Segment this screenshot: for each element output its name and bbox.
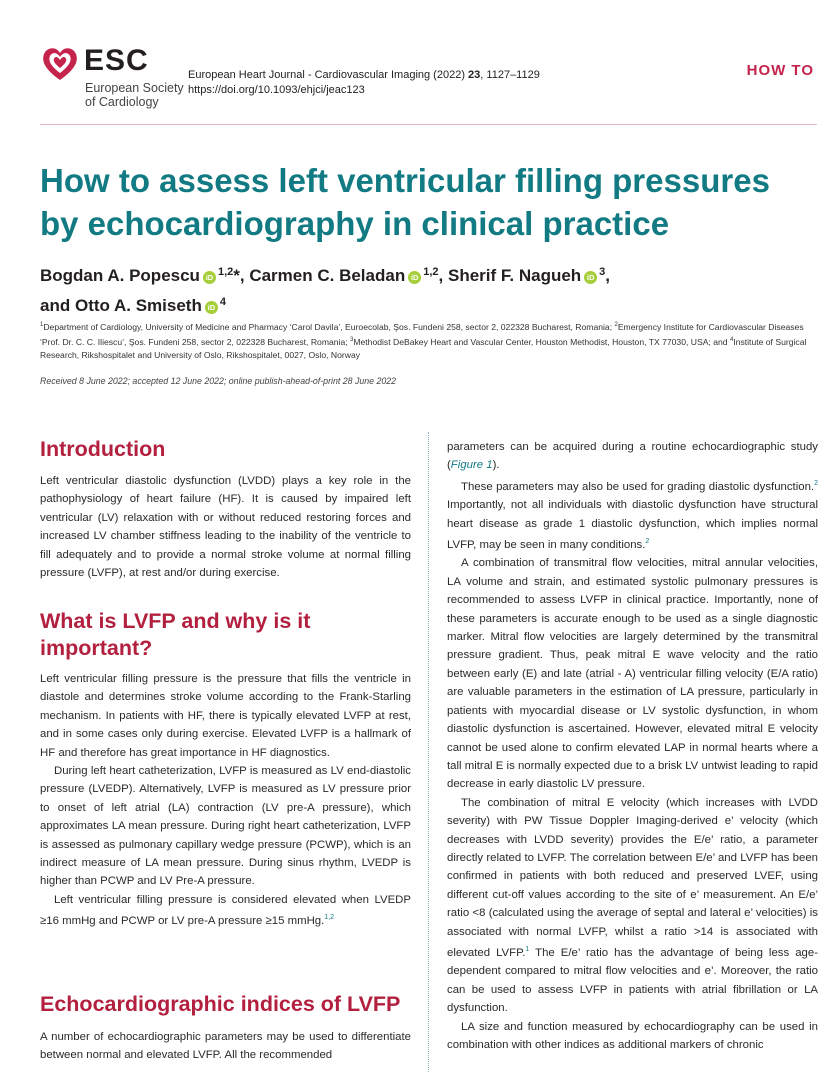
- orcid-icon[interactable]: iD: [584, 271, 597, 284]
- orcid-icon[interactable]: iD: [203, 271, 216, 284]
- header-divider: [40, 124, 817, 125]
- doi-link[interactable]: https://doi.org/10.1093/ehjci/jeac123: [188, 84, 365, 96]
- author-list: Bogdan A. Popescu iD $^{1,2}$*, Carmen C. Beladan iD $^{1,2}$, Sherif F. Nagueh iD $^3$, and Otto A. Smiseth iD $^4$: [40, 266, 611, 315]
- heading-what-is-lvfp: What is LVFP and why is it important?: [40, 609, 311, 660]
- orcid-icon[interactable]: iD: [205, 301, 218, 314]
- heading-echo-indices: Echocardiographic indices of LVFP: [40, 992, 401, 1016]
- figure-1-link[interactable]: Figure 1: [450, 459, 493, 472]
- intro-body: Left ventricular diastolic dysfunction (LVDD) plays a key role in the pathophysiology of heart failure (HF). It is caused by impaired left ventricular (LV) relaxation with or without reduced restoring forces and increased LV chamber stiffness leading to the inability of the ventricle to fill adequately and to provide a normal stroke volume at normal filling pressure (LVFP), at rest and/or during exercise.: [40, 475, 411, 580]
- orcid-icon[interactable]: iD: [408, 271, 421, 284]
- heading-introduction: Introduction: [40, 437, 166, 461]
- article-dates: Received 8 June 2022; accepted 12 June 2022; online publish-ahead-of-print 28 June 2022: [40, 376, 397, 386]
- esc-logo-text: ESC: [84, 44, 149, 77]
- article-title: How to assess left ventricular filling pressures by echocardiography in clinical practice: [40, 162, 770, 242]
- author-name[interactable]: Bogdan A. Popescu: [40, 266, 200, 285]
- lvfp-body: Left ventricular filling pressure is the pressure that fills the ventricle in diastole and determines stroke volume according to the Frank-Starling mechanism. In patients with HF, there is typically elevated LVFP at rest, and in some cases only during exercise. Elevated LVFP is a hallmark of HF and therefore has great importance in HF diagnostics. During left heart catheterization, LVFP is measured as LV end-diastolic pressure (LVEDP). Alternatively, LVFP is measured as LV pressure prior to onset of left atrial (LA) contraction (LV pre-A pressure), which approximates LA mean pressure. During right heart catheterization, LVFP is assessed as pulmonary capillary wedge pressure (PCWP), which is an indirect measure of LA mean pressure. During sinus rhythm, LVEDP is higher than PCWP and LV Pre-A pressure. Left ventricular filling pressure is considered elevated when LVEDP ≥16 mmHg and PCWP or LV pre-A pressure ≥15 mmHg.$^{1,2}$: [40, 673, 411, 928]
- column-divider: [428, 432, 429, 1072]
- esc-heart-logo-icon: [40, 44, 80, 84]
- author-name[interactable]: Carmen C. Beladan: [249, 266, 406, 285]
- echo-body: A number of echocardiographic parameters may be used to differentiate between normal and elevated LVFP. All the recommended: [40, 1031, 411, 1062]
- author-name[interactable]: Otto A. Smiseth: [74, 296, 202, 315]
- section-tag: HOW TO: [746, 62, 814, 79]
- society-name: European Society of Cardiology: [85, 81, 184, 109]
- author-name[interactable]: Sherif F. Nagueh: [447, 266, 582, 285]
- journal-citation: European Heart Journal - Cardiovascular Imaging (2022) 23, 1127–1129 https://doi.org/10.1093/ehjci/jeac123: [188, 69, 540, 96]
- affiliations: $^1$Department of Cardiology, University of Medicine and Pharmacy ‘Carol Davila’, Euroecolab, Şos. Fundeni 258, sector 2, 022328 Bucharest, Romania; $^2$Emergency Institute for Cardiovascular Diseases ‘Prof. Dr. C. C. Iliescu’, Şos. Fundeni 258, sector 2, 022328 Bucharest, Romania; $^3$Methodist DeBakey Heart and Vascular Center, Houston Methodist, Houston, TX 77030, USA; and $^4$Institute of Surgical Research, Rikshospitalet and University of Oslo, Rikshospitalet, 0027, Oslo, Norway: [40, 321, 807, 360]
- right-column-body: parameters can be acquired during a routine echocardiographic study (Figure 1). These parameters may also be used for grading diastolic dysfunction.$^2$ Importantly, not all individuals with diastolic dysfunction have structural heart disease as grade 1 diastolic dysfunction, which implies normal LVFP, may be seen in many conditions.$^2$ A combination of transmitral flow velocities, mitral annular velocities, LA volume and strain, and estimated systolic pulmonary pressures is recommended to assess LVFP in clinical practice. Importantly, none of these parameters is accurate enough to be used as a single diagnostic marker. Mitral flow velocities are largely determined by the transmitral pressure gradient. Thus, peak mitral E wave velocity and the ratio between early (E) and late (atrial - A) ventricular filling velocity (E/A ratio) are valuable parameters in the estimation of LA pressure, particularly in patients with myocardial disease or LV systolic dysfunction, in whom diastolic dysfunction is ascertained. However, elevated mitral E velocity cannot be used alone to confirm elevated LAP in normal hearts where a tall mitral E is normally expected due to a brisk LV untwist leading to rapid decrease in early diastolic LV pressure. The combination of mitral E velocity (which increases with LVDD severity) with PW Tissue Doppler Imaging-derived e’ velocity (which decreases with LVDD severity) provides the E/e’ ratio, a parameter directly related to LVFP. The correlation between E/e’ and LVFP has been confirmed in patients with both reduced and preserved LVEF, using different cut-off values according to the site of e’ measurement. An E/e’ ratio <8 (calculated using the average of septal and lateral e’ velocities) is associated with normal LVFP, whilst a ratio >14 is associated with elevated LVFP.$^1$ The E/e’ ratio has the advantage of being less age-dependent compared to mitral flow velocities and e’. Moreover, the ratio can be used to assess LVFP in patients with atrial fibrillation or LA dysfunction. LA size and function measured by echocardiography can be used in combination with other indices as additional markers of chronic: [447, 441, 818, 1051]
